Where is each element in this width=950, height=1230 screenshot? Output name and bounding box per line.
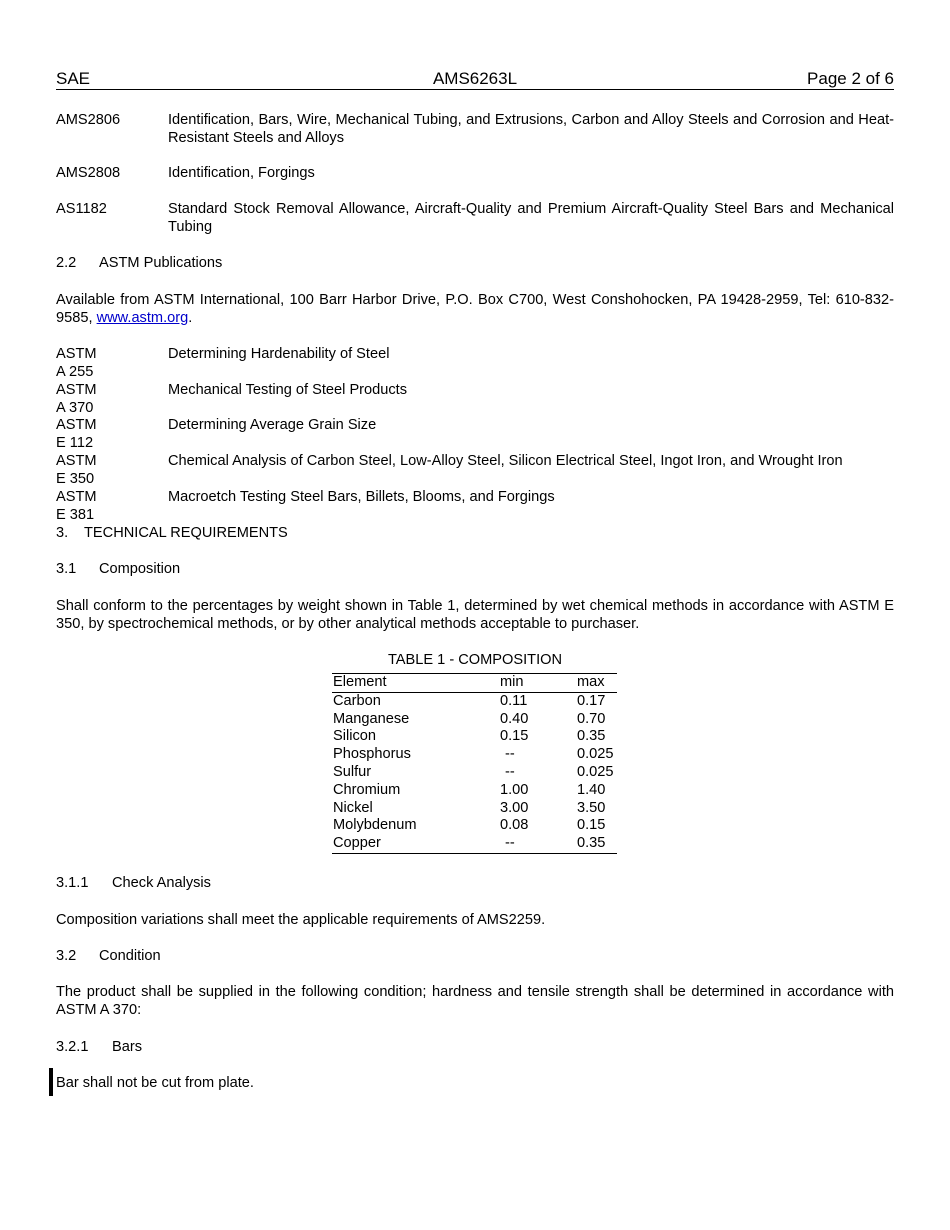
table-header-row — [332, 674, 617, 693]
min-cell: -- — [505, 763, 515, 780]
min-cell: 1.00 — [500, 781, 529, 798]
revision-change-bar — [49, 1068, 53, 1096]
min-cell: -- — [505, 835, 515, 852]
table-row — [332, 782, 617, 800]
bars-paragraph: Bar shall not be cut from plate. — [56, 1075, 254, 1091]
min-cell: 0.40 — [500, 710, 529, 727]
element-cell: Chromium — [333, 781, 401, 798]
table-row — [332, 746, 617, 764]
table-row — [332, 764, 617, 782]
element-cell: Nickel — [333, 799, 373, 816]
min-cell: -- — [505, 746, 515, 763]
table-row — [332, 817, 617, 835]
max-cell: 0.70 — [577, 710, 606, 727]
reference-code: AS1182 — [56, 201, 107, 217]
element-cell: Carbon — [333, 692, 381, 709]
section-heading-3-1-1 — [56, 874, 211, 892]
reference-code: ASTM A 370 — [56, 382, 97, 416]
section-title: Bars — [112, 1039, 143, 1055]
max-cell: 0.17 — [577, 692, 606, 709]
table-row — [332, 711, 617, 729]
column-header: max — [577, 674, 605, 690]
reference-code: ASTM E 112 — [56, 417, 97, 451]
section-number: 3.1 — [56, 561, 77, 577]
max-cell: 0.35 — [577, 835, 606, 852]
reference-title: Identification, Forgings — [168, 165, 315, 181]
reference-code: AMS2806 — [56, 112, 121, 128]
element-cell: Copper — [333, 835, 381, 852]
reference-code: ASTM E 381 — [56, 489, 97, 523]
reference-title: Determining Average Grain Size — [168, 417, 377, 433]
composition-table — [332, 673, 617, 854]
section-heading-3-2 — [56, 947, 161, 965]
astm-website-link[interactable]: www.astm.org — [96, 310, 189, 326]
reference-title: Standard Stock Removal Allowance, Aircraft-Quality and Premium Aircraft-Quality Steel Bars and Mechanical Tubing — [168, 201, 894, 235]
section-title: Condition — [99, 948, 161, 964]
condition-paragraph: The product shall be supplied in the following condition; hardness and tensile strength shall be determined in accordance with ASTM A 370: — [56, 984, 894, 1018]
astm-availability-paragraph — [56, 291, 894, 327]
table-row — [332, 692, 617, 710]
header-org: SAE — [56, 69, 91, 88]
section-heading-3-2-1 — [56, 1038, 142, 1056]
column-header: min — [500, 674, 524, 690]
min-cell: 0.11 — [500, 692, 528, 709]
element-cell: Sulfur — [333, 763, 372, 780]
reference-code: ASTM E 350 — [56, 453, 97, 487]
max-cell: 1.40 — [577, 781, 606, 798]
section-heading-2-2 — [56, 254, 222, 272]
section-number: 3.2 — [56, 948, 77, 964]
header-page-number: Page 2 of 6 — [807, 69, 894, 88]
header-doc-number: AMS6263L — [432, 69, 518, 88]
check-analysis-paragraph: Composition variations shall meet the applicable requirements of AMS2259. — [56, 912, 546, 928]
astm-address-text: Available from ASTM International, 100 Barr Harbor Drive, P.O. Box C700, West Conshohocken, PA 19428-2959, Tel: 610-832-9585, — [56, 292, 894, 326]
element-cell: Manganese — [333, 710, 410, 727]
composition-paragraph: Shall conform to the percentages by weight shown in Table 1, determined by wet chemical methods in accordance with ASTM E 350, by spectrochemical methods, or by other analytical methods acceptable to purchaser. — [56, 598, 894, 632]
section-number: 3.1.1 — [56, 875, 89, 891]
section-title: Composition — [99, 561, 181, 577]
min-cell: 0.15 — [500, 728, 529, 745]
section-title: Check Analysis — [112, 875, 211, 891]
min-cell: 3.00 — [500, 799, 529, 816]
table-title: TABLE 1 - COMPOSITION — [387, 652, 563, 668]
section-number: 2.2 — [56, 255, 77, 271]
reference-title: Determining Hardenability of Steel — [168, 346, 390, 362]
max-cell: 0.025 — [577, 746, 614, 763]
reference-code: ASTM A 255 — [56, 346, 97, 380]
max-cell: 3.50 — [577, 799, 606, 816]
section-title: TECHNICAL REQUIREMENTS — [84, 525, 288, 541]
section-heading-3 — [56, 524, 288, 542]
reference-title: Mechanical Testing of Steel Products — [168, 382, 408, 398]
section-heading-3-1 — [56, 560, 180, 578]
section-title: ASTM Publications — [99, 255, 223, 271]
astm-address-end: . — [188, 310, 193, 326]
column-header: Element — [333, 674, 387, 690]
element-cell: Silicon — [333, 728, 376, 745]
element-cell: Phosphorus — [333, 746, 411, 763]
reference-code: AMS2808 — [56, 165, 121, 181]
min-cell: 0.08 — [500, 817, 529, 834]
max-cell: 0.35 — [577, 728, 606, 745]
reference-title: Chemical Analysis of Carbon Steel, Low-Alloy Steel, Silicon Electrical Steel, Ingot Iron, and Wrought Iron — [168, 453, 843, 469]
table-row — [332, 800, 617, 818]
element-cell: Molybdenum — [333, 817, 417, 834]
section-number: 3. — [56, 525, 69, 541]
max-cell: 0.025 — [577, 763, 614, 780]
max-cell: 0.15 — [577, 817, 606, 834]
page-header — [56, 68, 894, 90]
reference-title: Macroetch Testing Steel Bars, Billets, Blooms, and Forgings — [168, 489, 555, 505]
table-row — [332, 835, 617, 853]
table-row — [332, 728, 617, 746]
section-number: 3.2.1 — [56, 1039, 89, 1055]
reference-title: Identification, Bars, Wire, Mechanical Tubing, and Extrusions, Carbon and Alloy Steels and Corrosion and Heat-Resistant Steels and Alloys — [168, 112, 894, 146]
